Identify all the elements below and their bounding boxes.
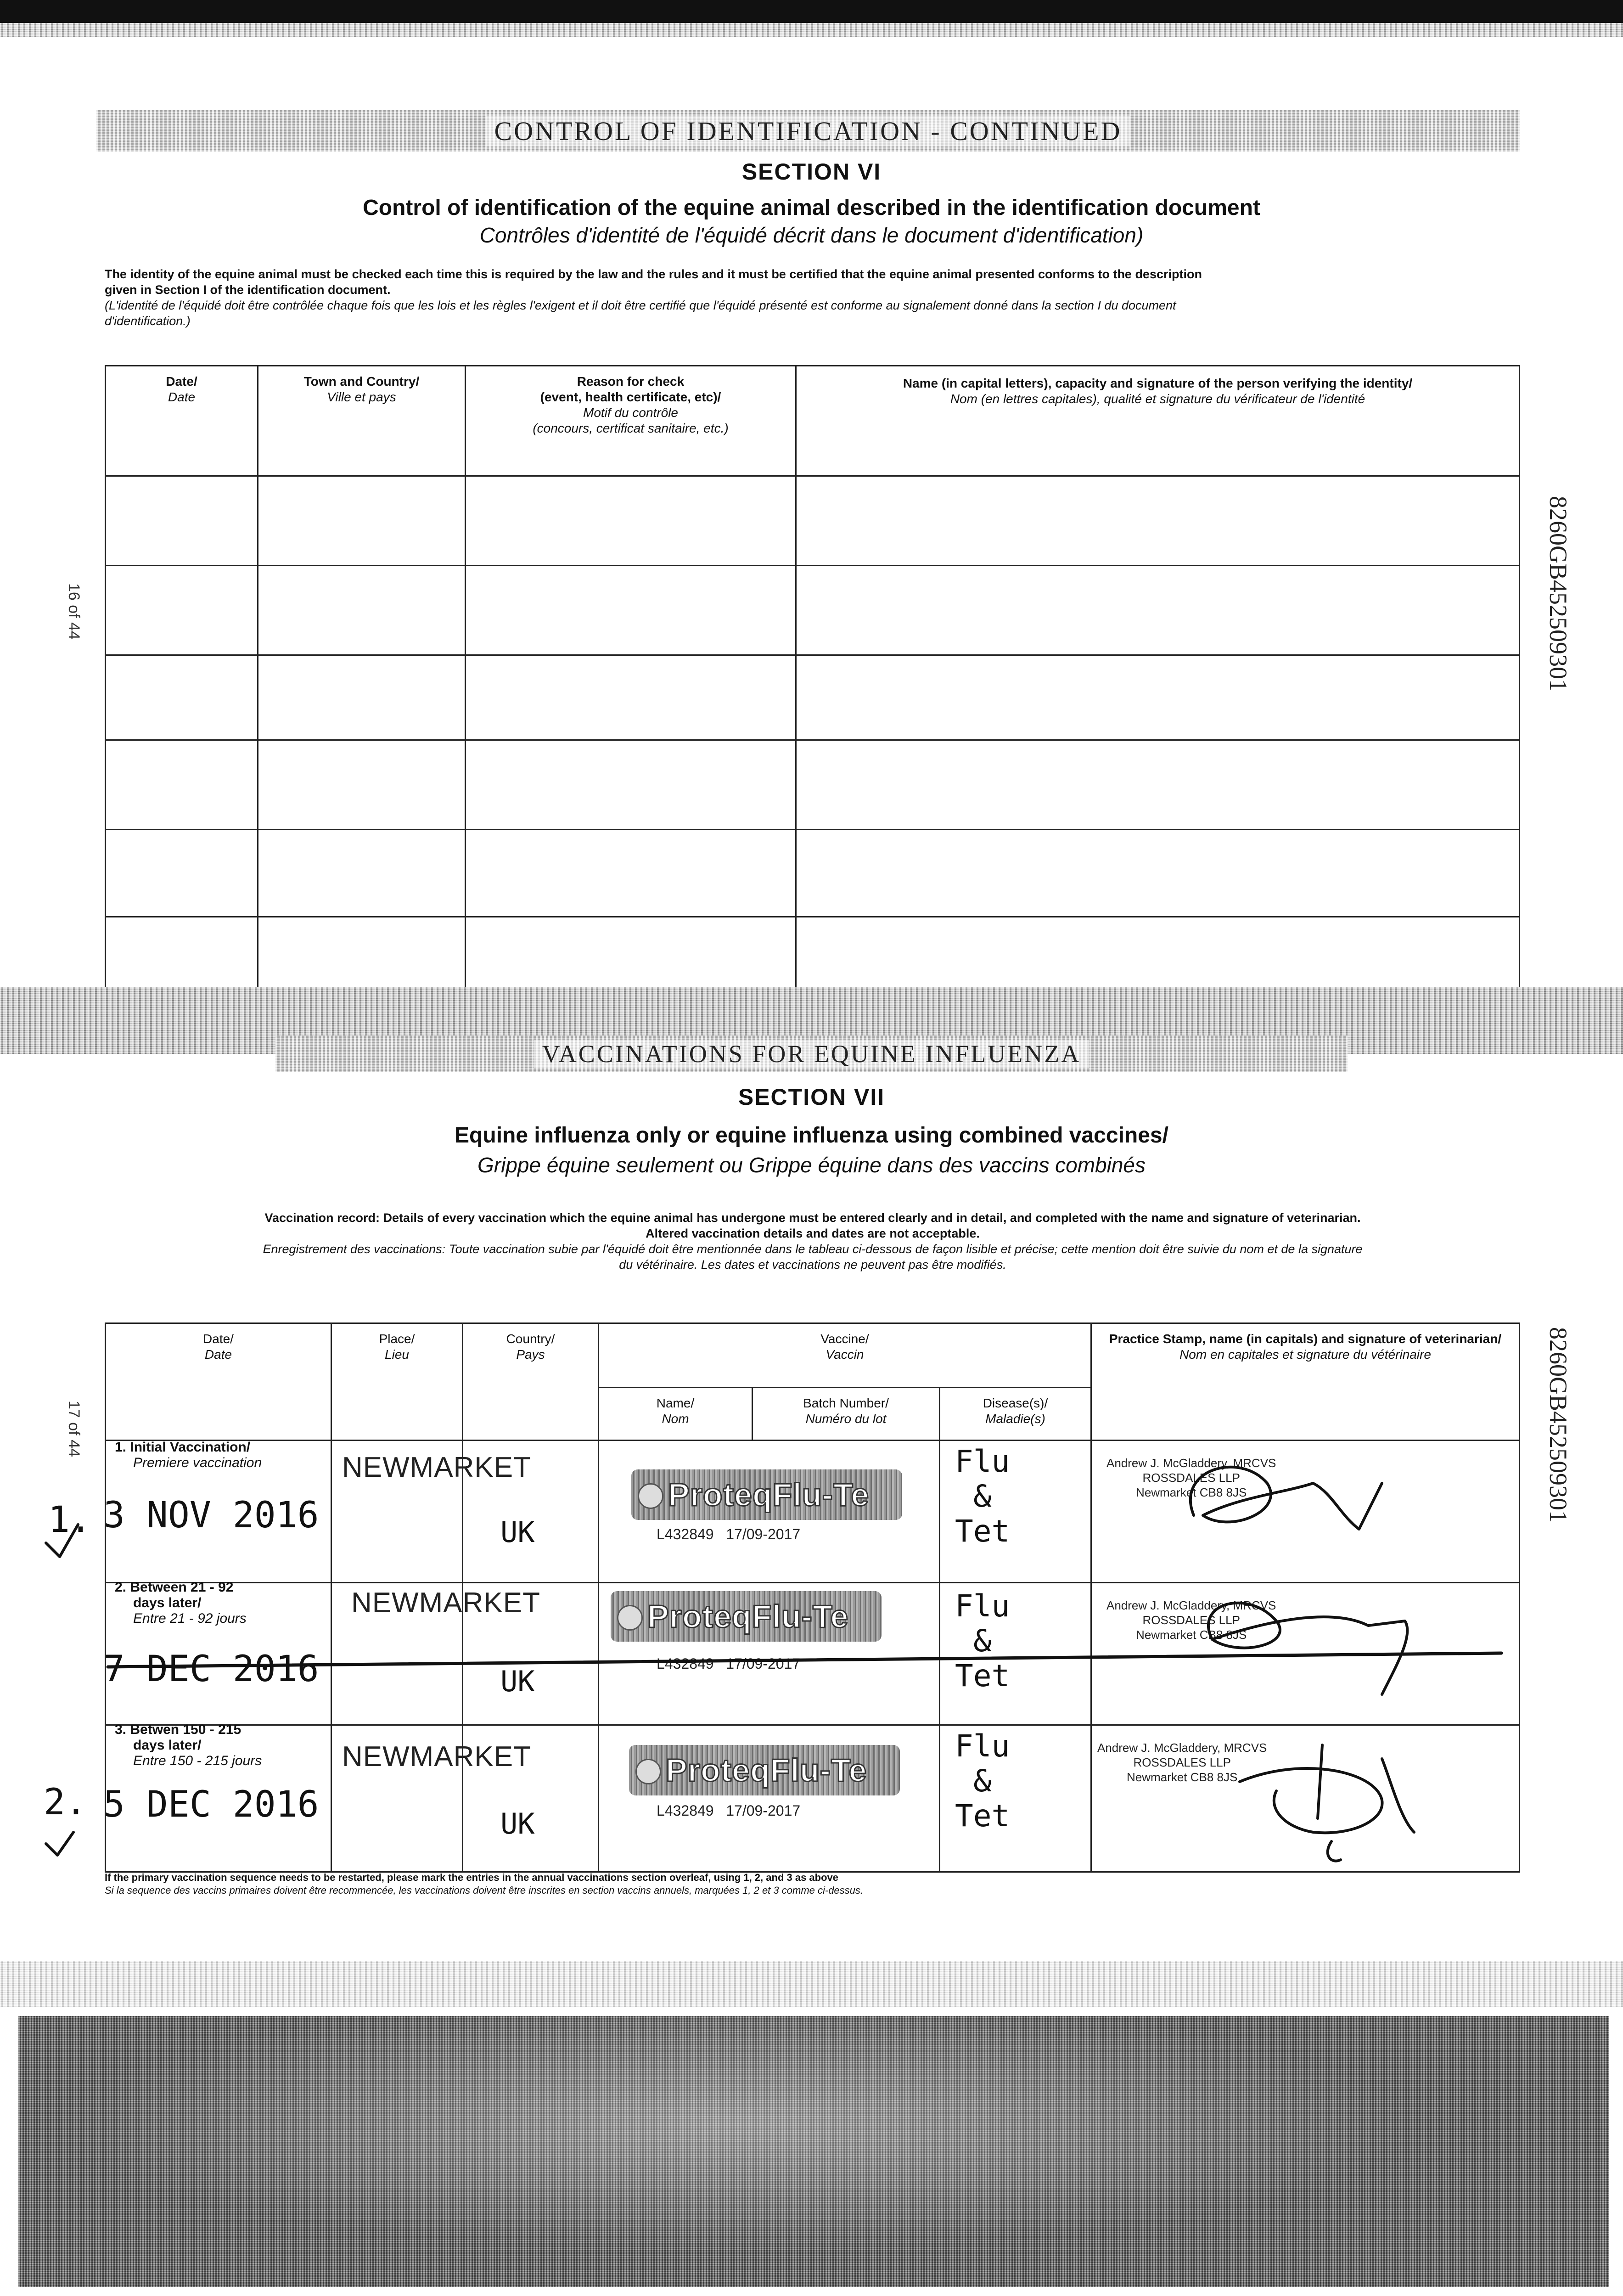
vacc-row-3-country: UK (500, 1807, 535, 1840)
vacc-instructions-fr-line-2: du vétérinaire. Les dates et vaccinations ne peuvent pas être modifiés. (619, 1258, 1006, 1272)
stamp-practice: ROSSDALES LLP (1142, 1613, 1240, 1627)
vacc-instructions-fr-line-1: Enregistrement des vaccinations: Toute vaccination subie par l'équidé doit être mentionnée dans le tableau ci-dessous de façon lisible et précise; cette mention doit être suivie du nom et de la signature (263, 1242, 1363, 1256)
vacc-row-2-batch: L432849 (657, 1655, 714, 1672)
vacc-col-date-en: Date/ (203, 1332, 234, 1346)
side-code-bottom: 8260GB452509301 (1544, 1327, 1572, 1523)
page-number-17: 17 of 44 (65, 1401, 83, 1457)
col-reason-en: Reason for check (577, 374, 685, 388)
disease-tet: Tet (955, 1514, 1010, 1549)
vacc-row-3-expiry: 17/09-2017 (726, 1802, 801, 1819)
col-town-en: Town and Country/ (303, 374, 420, 388)
col-town-fr: Ville et pays (327, 390, 396, 404)
vacc-col-date-fr: Date (204, 1347, 232, 1362)
stamp-address: Newmarket CB8 8JS (1136, 1486, 1247, 1499)
side-code-top: 8260GB452509301 (1544, 496, 1572, 692)
disease-flu: Flu (955, 1588, 1010, 1624)
row-1-label-en: 1. Initial Vaccination/ (115, 1440, 251, 1455)
stamp-practice: ROSSDALES LLP (1142, 1471, 1240, 1485)
row-3-label-fr: Entre 150 - 215 jours (133, 1753, 262, 1768)
col-reason-fr-2: (concours, certificat sanitaire, etc.) (533, 421, 729, 435)
disease-tet: Tet (955, 1798, 1010, 1834)
vacc-col-name-fr: Nom (662, 1412, 689, 1426)
stamp-address: Newmarket CB8 8JS (1136, 1628, 1247, 1642)
row-1-label-fr: Premiere vaccination (133, 1455, 262, 1470)
tick-mark-2 (46, 1832, 73, 1855)
stamp-vet-name: Andrew J. McGladdery, MRCVS (1097, 1741, 1267, 1755)
instructions-en-line-2: given in Section I of the identification document. (105, 283, 391, 297)
col-verifier-en: Name (in capital letters), capacity and signature of the person verifying the identity/ (903, 376, 1413, 390)
vacc-col-country-en: Country/ (506, 1332, 555, 1346)
vacc-row-3-batch: L432849 (657, 1802, 714, 1819)
row-2-label-en: 2. Between 21 - 92 (115, 1580, 234, 1595)
row-3-label-en: 3. Betwen 150 - 215 (115, 1722, 241, 1737)
stamp-practice: ROSSDALES LLP (1133, 1756, 1231, 1769)
signature-row-2 (1208, 1603, 1407, 1694)
row-2-label-fr: Entre 21 - 92 jours (133, 1611, 247, 1626)
footnote-fr: Si la sequence des vaccins primaires doivent être recommencée, les vaccinations doivent être inscrites en section vaccins annuels, marquées 1, 2 et 3 comme ci-dessus. (105, 1885, 864, 1896)
disease-flu: Flu (955, 1444, 1010, 1479)
disease-and: & (973, 1479, 992, 1514)
row-2-label-en-2: days later/ (133, 1595, 202, 1610)
col-verifier-fr: Nom (en lettres capitales), qualité et signature du vérificateur de l'identité (950, 392, 1365, 406)
vacc-col-place-fr: Lieu (385, 1347, 409, 1362)
instructions-fr-line-2: d'identification.) (105, 314, 191, 328)
section-6-title: SECTION VI (741, 159, 882, 185)
signature-row-3 (1240, 1745, 1414, 1861)
col-reason-en-2: (event, health certificate, etc)/ (540, 390, 721, 404)
stamp-vet-name: Andrew J. McGladdery, MRCVS (1106, 1598, 1276, 1612)
stamp-address: Newmarket CB8 8JS (1127, 1770, 1238, 1784)
vacc-col-disease-en: Disease(s)/ (983, 1396, 1048, 1410)
disease-and: & (973, 1763, 992, 1799)
section-7-banner-text: VACCINATIONS FOR EQUINE INFLUENZA (534, 1040, 1089, 1068)
disease-and: & (973, 1623, 992, 1659)
vacc-col-batch-fr: Numéro du lot (805, 1412, 887, 1426)
vacc-row-2-vaccine: ProteqFlu-Te (647, 1598, 849, 1634)
vacc-row-3-margin-mark: 2. (44, 1782, 87, 1823)
vacc-row-1-batch: L432849 (657, 1526, 714, 1542)
vacc-row-1-place: NEWMARKET (342, 1452, 531, 1483)
section-6-heading-fr: Contrôles d'identité de l'équidé décrit dans le document d'identification) (479, 223, 1144, 247)
vacc-row-2-expiry: 17/09-2017 (726, 1655, 801, 1672)
vacc-row-1-country: UK (500, 1515, 535, 1549)
section-7-heading-en: Equine influenza only or equine influenza using combined vaccines/ (455, 1123, 1168, 1148)
footnote-en: If the primary vaccination sequence needs to be restarted, please mark the entries in the annual vaccinations section overleaf, using 1, 2, and 3 as above (105, 1872, 839, 1883)
vacc-col-batch-en: Batch Number/ (803, 1396, 889, 1410)
vacc-col-place-en: Place/ (379, 1332, 415, 1346)
vacc-row-1-expiry: 17/09-2017 (726, 1526, 801, 1542)
col-date-en: Date/ (166, 374, 197, 388)
vacc-col-stamp-en: Practice Stamp, name (in capitals) and signature of veterinarian/ (1109, 1332, 1502, 1346)
vacc-row-3-place: NEWMARKET (342, 1741, 531, 1773)
section-6-heading-en: Control of identification of the equine animal described in the identification document (363, 196, 1260, 220)
scan-noise-bottom (0, 1961, 1623, 2007)
disease-flu: Flu (955, 1728, 1010, 1764)
vacc-instructions-en-line-1: Vaccination record: Details of every vaccination which the equine animal has undergone must be entered clearly and in detail, and completed with the name and signature of veterinarian. (264, 1211, 1361, 1225)
col-reason-fr: Motif du contrôle (583, 405, 678, 420)
vacc-row-1-margin-mark: 1. (48, 1499, 91, 1541)
vacc-row-2-country: UK (500, 1665, 535, 1698)
scan-dark-region (18, 2016, 1609, 2287)
disease-tet: Tet (955, 1658, 1010, 1694)
signature-row-1 (1191, 1467, 1382, 1529)
vacc-col-stamp-fr: Nom en capitales et signature du vétérinaire (1179, 1347, 1431, 1362)
vacc-col-vaccine-en: Vaccine/ (820, 1332, 869, 1346)
col-date-fr: Date (168, 390, 196, 404)
vacc-instructions-en-line-2: Altered vaccination details and dates are not acceptable. (646, 1227, 980, 1240)
vacc-row-1-date: 3 NOV 2016 (103, 1495, 319, 1536)
section-7-heading-fr: Grippe équine seulement ou Grippe équine dans des vaccins combinés (477, 1153, 1146, 1177)
vacc-row-1-vaccine: ProteqFlu-Te (668, 1477, 870, 1513)
row-3-label-en-2: days later/ (133, 1738, 202, 1753)
vacc-col-vaccine-fr: Vaccin (826, 1347, 864, 1362)
vacc-col-name-en: Name/ (656, 1396, 695, 1410)
section-7-title: SECTION VII (738, 1084, 885, 1110)
vacc-row-2-date: 7 DEC 2016 (103, 1649, 319, 1690)
page-number-16: 16 of 44 (65, 583, 83, 640)
tick-mark-1 (46, 1525, 78, 1557)
vacc-col-country-fr: Pays (516, 1347, 545, 1362)
vacc-row-2-place: NEWMARKET (351, 1587, 540, 1619)
vacc-col-disease-fr: Maladie(s) (985, 1412, 1045, 1426)
section-6-banner-text: CONTROL OF IDENTIFICATION - CONTINUED (486, 116, 1130, 146)
stamp-vet-name: Andrew J. McGladdery, MRCVS (1106, 1456, 1276, 1470)
strike-through-row-2 (108, 1653, 1501, 1667)
vacc-footnote (105, 1871, 1519, 1897)
instructions-fr-line-1: (L'identité de l'équidé doit être contrôlée chaque fois que les lois et les règles l'exigent et il doit être certifié que l'équidé présenté est conforme au signalement donné dans la section I du document (105, 298, 1176, 312)
vacc-row-3-date: 5 DEC 2016 (103, 1784, 319, 1825)
vacc-row-3-vaccine: ProteqFlu-Te (666, 1752, 867, 1788)
instructions-en-line-1: The identity of the equine animal must be checked each time this is required by the law and the rules and it must be certified that the equine animal presented conforms to the description (105, 267, 1202, 281)
